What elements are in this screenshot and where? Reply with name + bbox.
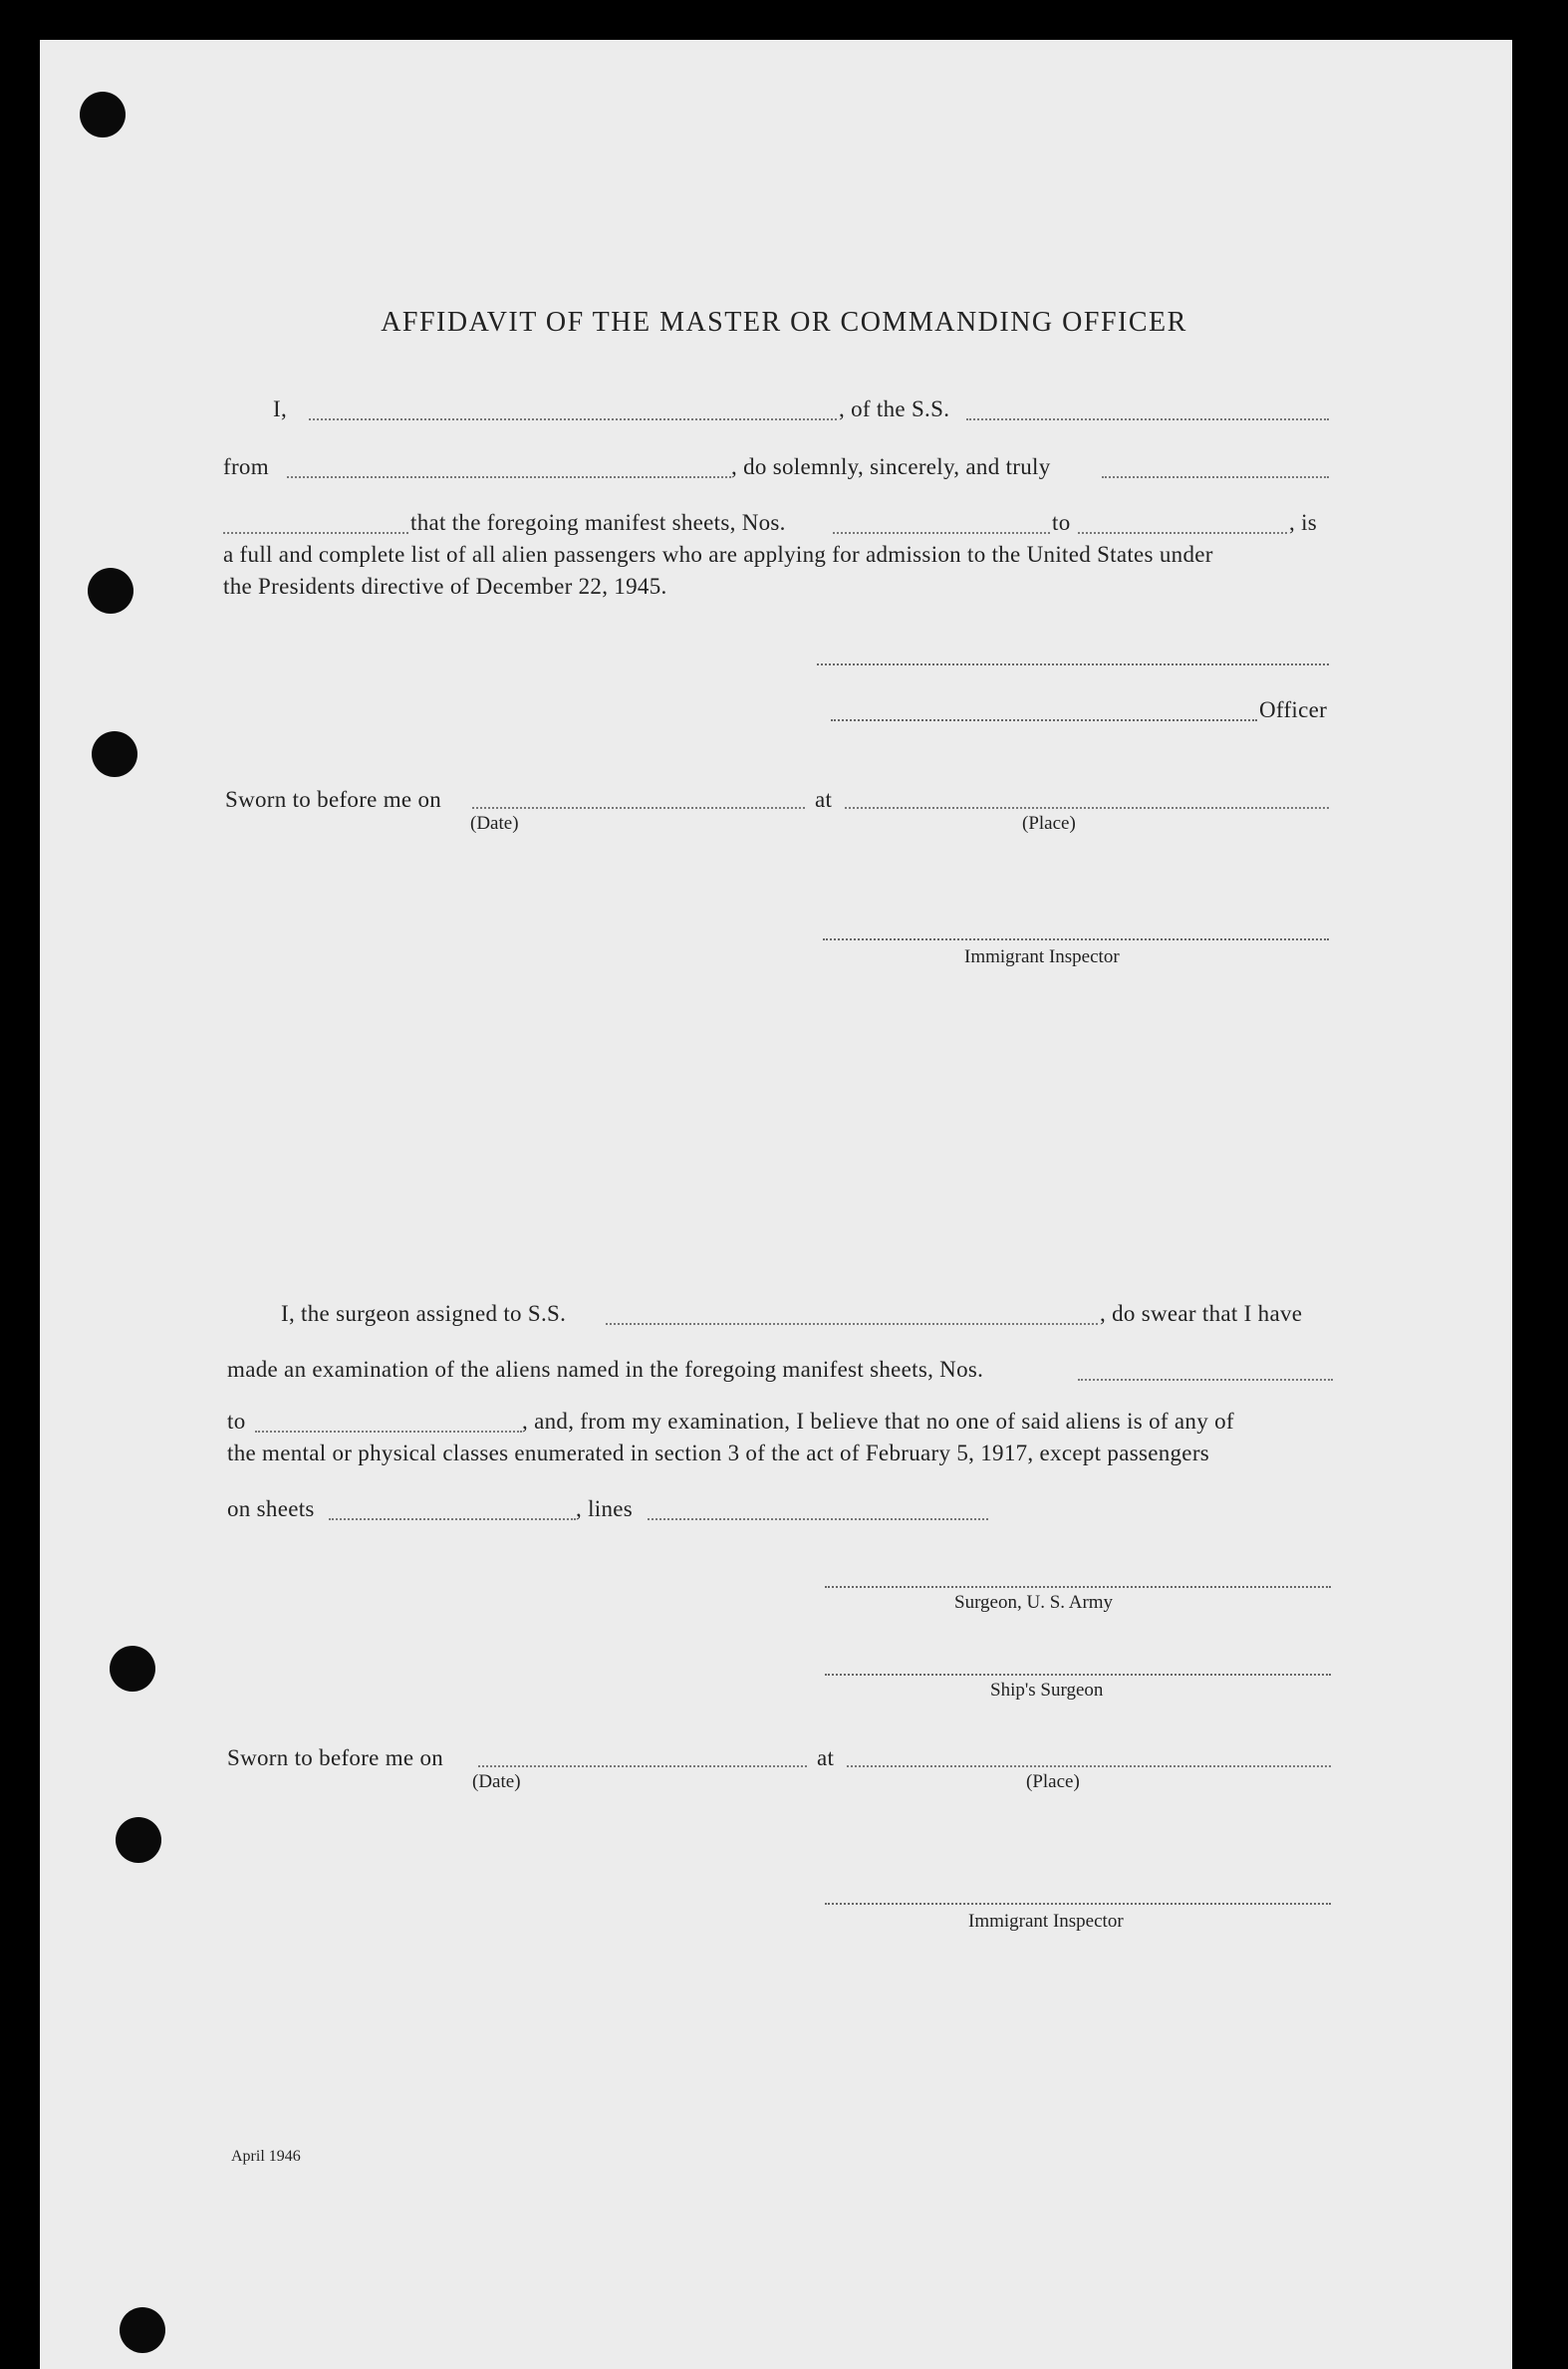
punch-hole [110,1646,155,1692]
affidavit-line5: the Presidents directive of December 22, 1945. [223,574,667,599]
surgeon-line1a: I, the surgeon assigned to S.S. [281,1301,567,1326]
affidavit-of-ss: , of the S.S. [839,396,950,421]
surgeon-line2: made an examination of the aliens named in the foregoing manifest sheets, Nos. [227,1357,984,1382]
surgeon-to: to [227,1409,246,1434]
ship-surgeon-signature-line[interactable] [825,1674,1331,1676]
officer-signature-line[interactable] [831,719,1257,721]
port-field[interactable] [287,476,731,478]
affidavit-to: to [1052,510,1071,535]
master-inspector-label: Immigrant Inspector [964,946,1120,967]
master-sworn-place-field[interactable] [845,807,1329,809]
affidavit-title: AFFIDAVIT OF THE MASTER OR COMMANDING OFFICER [381,307,1187,338]
punch-hole [92,731,137,777]
affidavit-solemnly: , do solemnly, sincerely, and truly [731,454,1051,479]
surgeon-place-caption: (Place) [1026,1771,1080,1792]
master-sworn-date-field[interactable] [472,807,805,809]
affidavit-from: from [223,454,269,479]
affidavit-manifest: that the foregoing manifest sheets, Nos. [410,510,786,535]
officer-label: Officer [1259,697,1328,722]
surgeon-inspector-signature-line[interactable] [825,1903,1331,1905]
surgeon-sheet-from-field[interactable] [1078,1379,1333,1381]
surgeon-lines-label: , lines [576,1496,634,1521]
document-page [40,40,1512,2369]
surgeon-sworn-date-field[interactable] [478,1765,807,1767]
affidavit-line4: a full and complete list of all alien passengers who are applying for admission to the United States under [223,542,1213,567]
ship-name-field[interactable] [966,418,1329,420]
surgeon-at-label: at [817,1745,835,1770]
master-place-caption: (Place) [1022,813,1076,834]
surgeon-line3: , and, from my examination, I believe that no one of said aliens is of any of [522,1409,1234,1434]
master-inspector-signature-line[interactable] [823,938,1329,940]
surgeon-line1b: , do swear that I have [1100,1301,1303,1326]
master-sworn-label: Sworn to before me on [225,787,442,812]
army-surgeon-label: Surgeon, U. S. Army [954,1592,1114,1613]
surgeon-sworn-label: Sworn to before me on [227,1745,444,1770]
surgeon-inspector-label: Immigrant Inspector [968,1911,1124,1932]
surgeon-ship-field[interactable] [606,1323,1098,1325]
army-surgeon-signature-line[interactable] [825,1586,1331,1588]
surgeon-sheets-field[interactable] [329,1518,576,1520]
punch-hole [88,568,133,614]
affidavit-is: , is [1289,510,1318,535]
form-date: April 1946 [231,2148,301,2165]
oath-field-continued[interactable] [223,532,408,534]
surgeon-sworn-place-field[interactable] [847,1765,1331,1767]
punch-hole [120,2307,165,2353]
punch-hole [116,1817,161,1863]
ship-surgeon-label: Ship's Surgeon [990,1680,1104,1701]
master-date-caption: (Date) [470,813,519,834]
surgeon-lines-field[interactable] [648,1518,988,1520]
affidavit-line1-i: I, [273,396,288,421]
master-at-label: at [815,787,833,812]
sheet-from-field[interactable] [833,532,1050,534]
master-signature-line[interactable] [817,663,1329,665]
punch-hole [80,92,126,137]
surgeon-date-caption: (Date) [472,1771,521,1792]
surgeon-sheets-label: on sheets [227,1496,315,1521]
oath-field[interactable] [1102,476,1329,478]
surgeon-line4: the mental or physical classes enumerated in section 3 of the act of February 5, 1917, except passengers [227,1441,1210,1465]
surgeon-sheet-to-field[interactable] [255,1431,522,1433]
sheet-to-field[interactable] [1078,532,1287,534]
master-name-field[interactable] [309,418,837,420]
